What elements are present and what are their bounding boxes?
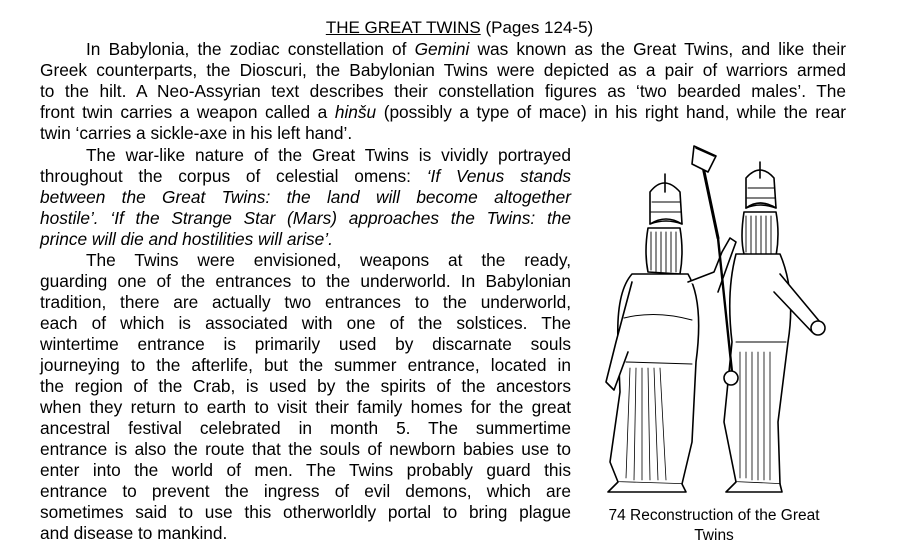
paragraph-1-line-3: to the hilt. A Neo-Assyrian text describes their constellation figures as ‘two bearded males’. The [40,81,846,101]
page-title [0,18,919,38]
italic-term: Gemini [414,39,470,59]
italic-quote: hostile’. ‘If the Strange Star (Mars) approaches the Twins: the [40,208,571,228]
paragraph-3-line-2: guarding one of the entrances to the underworld. In Babylonian [40,271,571,291]
paragraph-3-line-12: entrance to prevent the ingress of evil demons, which are [40,481,571,501]
italic-quote: between the Great Twins: the land will become altogether [40,187,571,207]
paragraph-3-line-5: wintertime entrance is primarily used by discarnate souls [40,334,571,354]
paragraph-3-line-14: and disease to mankind. [40,523,228,543]
paragraph-2-line-1: The war-like nature of the Great Twins is vividly portrayed [86,145,571,165]
paragraph-1-line-1 [40,39,846,60]
italic-quote: ‘If Venus stands [426,166,571,186]
page-reference: (Pages 124-5) [485,18,594,37]
paragraph-2-line-4 [40,208,571,229]
paragraph-3-line-13: sometimes said to use this otherworldly portal to bring plague [40,502,571,522]
text-run: front twin carries a weapon called a [40,102,335,122]
paragraph-2-line-3 [40,187,571,208]
paragraph-3-line-8: when they return to earth to visit their family homes for the great [40,397,571,417]
paragraph-2-line-2 [40,166,571,187]
paragraph-3-line-1: The Twins were envisioned, weapons at the ready, [86,250,571,270]
paragraph-3-line-3: tradition, there are actually two entrances to the underworld, [40,292,571,312]
italic-term: hinšu [334,102,377,122]
caption-line-1: 74 Reconstruction of the Great [608,507,820,524]
paragraph-1-line-5: twin ‘carries a sickle-axe in his left hand’. [40,123,353,143]
paragraph-1-line-4 [40,102,846,123]
title-text: THE GREAT TWINS [325,18,481,37]
figure-caption [585,506,843,546]
text-run: In Babylonia, the zodiac constellation of [86,39,415,59]
paragraph-3-line-10: entrance is also the route that the souls of newborn babies use to [40,439,571,459]
paragraph-2-line-5 [40,229,571,250]
text-run: (possibly a type of mace) in his right hand, while the rear [376,102,847,122]
paragraph-1-line-2: Greek counterparts, the Dioscuri, the Babylonian Twins were depicted as a pair of warriors armed [40,60,846,80]
text-run: throughout the corpus of celestial omens: [40,166,427,186]
text-run: was known as the Great Twins, and like their [469,39,847,59]
great-twins-illustration [596,142,836,496]
caption-line-2: Twins [694,527,734,544]
paragraph-3-line-7: the region of the Crab, is used by the spirits of the ancestors [40,376,571,396]
paragraph-3-line-4: each of which is associated with one of the solstices. The [40,313,571,333]
paragraph-3-line-9: ancestral festival celebrated in month 5. The summertime [40,418,571,438]
italic-quote: prince will die and hostilities will arise’. [40,229,333,249]
paragraph-3-line-11: enter into the world of men. The Twins probably guard this [40,460,571,480]
paragraph-3-line-6: journeying to the afterlife, but the summer entrance, located in [40,355,571,375]
